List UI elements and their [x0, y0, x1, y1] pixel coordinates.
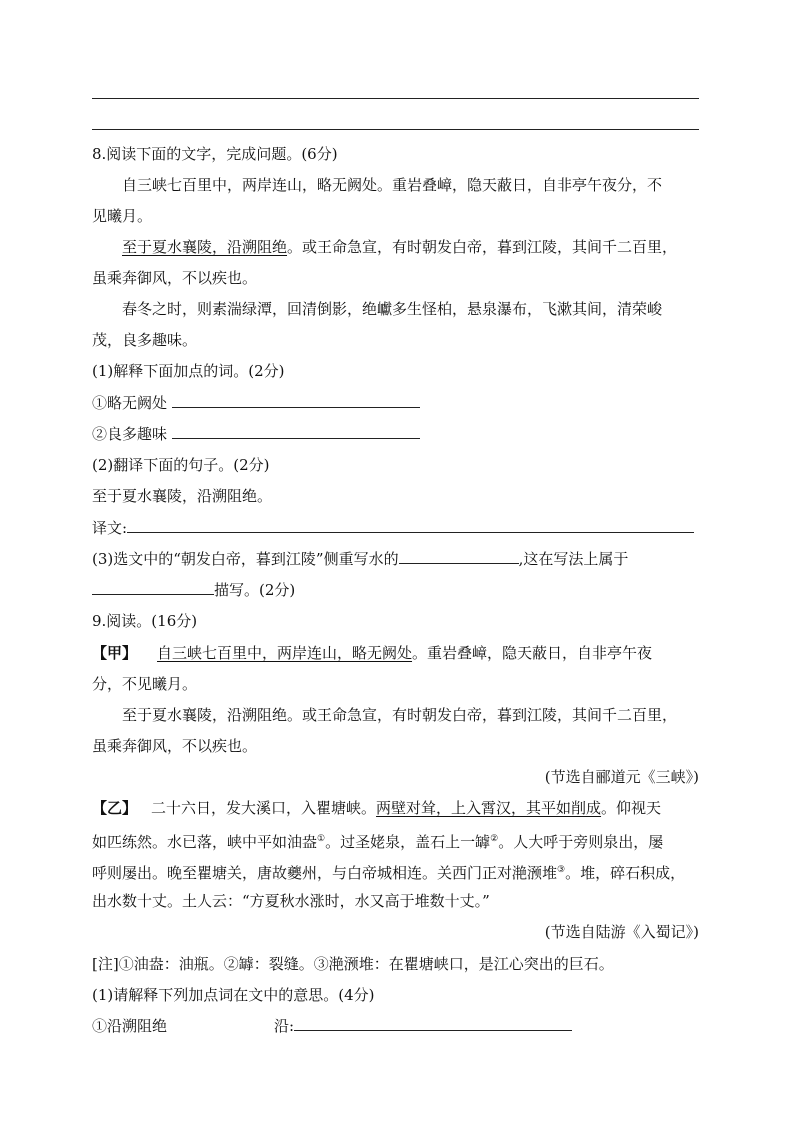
footnote-marker: ③: [557, 865, 566, 875]
answer-blank[interactable]: [172, 424, 420, 439]
passage-paragraph: 茂，良多趣味。: [92, 331, 198, 349]
passage-text: 。人大呼于旁则泉出，屡: [498, 833, 664, 851]
passage-jia: 分，不见曦月。: [92, 675, 198, 693]
answer-line: [92, 129, 699, 130]
answer-blank[interactable]: [92, 580, 214, 595]
footnote: [注]①油盎：油瓶。②罅：裂缝。③滟滪堆：在瞿塘峡口，是江心突出的巨石。: [92, 955, 614, 973]
item-1: [92, 1015, 702, 1037]
section-label-yi: 【乙】: [92, 799, 138, 817]
question-8-title: 8.阅读下面的文字，完成问题。(6分): [92, 145, 338, 163]
underlined-sentence: 至于夏水襄陵，沿溯阻绝: [122, 238, 288, 256]
passage-paragraph: 见曦月。: [92, 207, 153, 225]
answer-blank[interactable]: [294, 1016, 572, 1031]
source-citation: (节选自郦道元《三峡》): [544, 768, 699, 786]
item-label: ①略无阙处: [92, 394, 168, 412]
passage-text: 。堆，碎石积成，: [565, 864, 686, 882]
subquestion-1: (1)解释下面加点的词。(2分): [92, 362, 285, 380]
item-label: ①沿溯阻绝: [92, 1017, 168, 1035]
item-label: ②良多趣味: [92, 425, 168, 443]
passage-jia: 虽乘奔御风，不以疾也。: [92, 737, 258, 755]
translation-label: 译文:: [92, 519, 128, 537]
question-9-title: 9.阅读。(16分): [92, 612, 198, 630]
translation-row: [92, 517, 702, 539]
question-text: 描写。(2分): [214, 581, 296, 599]
passage-text: 。或王命急宣，有时朝发白帝，暮到江陵，其间千二百里，: [287, 238, 678, 256]
passage-text: 呼则屡出。晚至瞿塘关，唐故夔州，与白帝城相连。关西门正对滟滪堆: [92, 864, 558, 882]
passage-yi: [92, 828, 702, 853]
underlined-sentence: 自三峡七百里中，两岸连山，略无阙处: [157, 644, 413, 662]
source-citation: (节选自陆游《入蜀记》): [544, 923, 699, 941]
item-1: [92, 392, 702, 414]
word-label: 沿:: [274, 1017, 295, 1035]
item-2: [92, 423, 702, 445]
subquestion-3-cont: [92, 579, 702, 601]
passage-jia: [92, 642, 702, 664]
passage-text: 。过圣姥泉，盖石上一罅: [325, 833, 491, 851]
subquestion-2: (2)翻译下面的句子。(2分): [92, 456, 270, 474]
subquestion-3: [92, 548, 702, 570]
passage-paragraph: 春冬之时，则素湍绿潭，回清倒影，绝巘多生怪柏，悬泉瀑布，飞漱其间，清荣峻: [122, 300, 663, 318]
footnote-marker: ②: [490, 834, 499, 844]
section-label-jia: 【甲】: [92, 644, 138, 662]
passage-paragraph: 虽乘奔御风，不以疾也。: [92, 269, 258, 287]
passage-text: 二十六日，发大溪口，入瞿塘峡。: [151, 799, 377, 817]
passage-yi: [92, 859, 702, 884]
question-text: ,这在写法上属于: [518, 550, 629, 568]
passage-paragraph: [122, 236, 732, 258]
passage-jia: 至于夏水襄陵，沿溯阻绝。或王命急宣，有时朝发白帝，暮到江陵，其间千二百里，: [122, 706, 678, 724]
passage-paragraph: 自三峡七百里中，两岸连山，略无阙处。重岩叠嶂，隐天蔽日，自非亭午夜分，不: [122, 176, 663, 194]
passage-yi: [92, 797, 702, 819]
footnote-marker: ①: [317, 834, 326, 844]
translation-blank[interactable]: [127, 518, 694, 533]
subquestion-1: (1)请解释下列加点词在文中的意思。(4分): [92, 986, 375, 1004]
answer-blank[interactable]: [172, 393, 420, 408]
answer-blank[interactable]: [399, 549, 519, 564]
question-text: (3)选文中的“朝发白帝，暮到江陵”侧重写水的: [92, 550, 399, 568]
answer-line: [92, 98, 699, 99]
sentence-to-translate: 至于夏水襄陵，沿溯阻绝。: [92, 487, 273, 505]
passage-text: 。重岩叠嶂，隐天蔽日，自非亭午夜: [412, 644, 653, 662]
passage-text: 。仰视天: [601, 799, 662, 817]
underlined-sentence: 两壁对耸，上入霄汉，其平如削成: [376, 799, 602, 817]
passage-yi: 出水数十丈。土人云：“方夏秋水涨时，水又高于堆数十丈。”: [92, 892, 490, 910]
passage-text: 如匹练然。水已落，峡中平如油盎: [92, 833, 318, 851]
